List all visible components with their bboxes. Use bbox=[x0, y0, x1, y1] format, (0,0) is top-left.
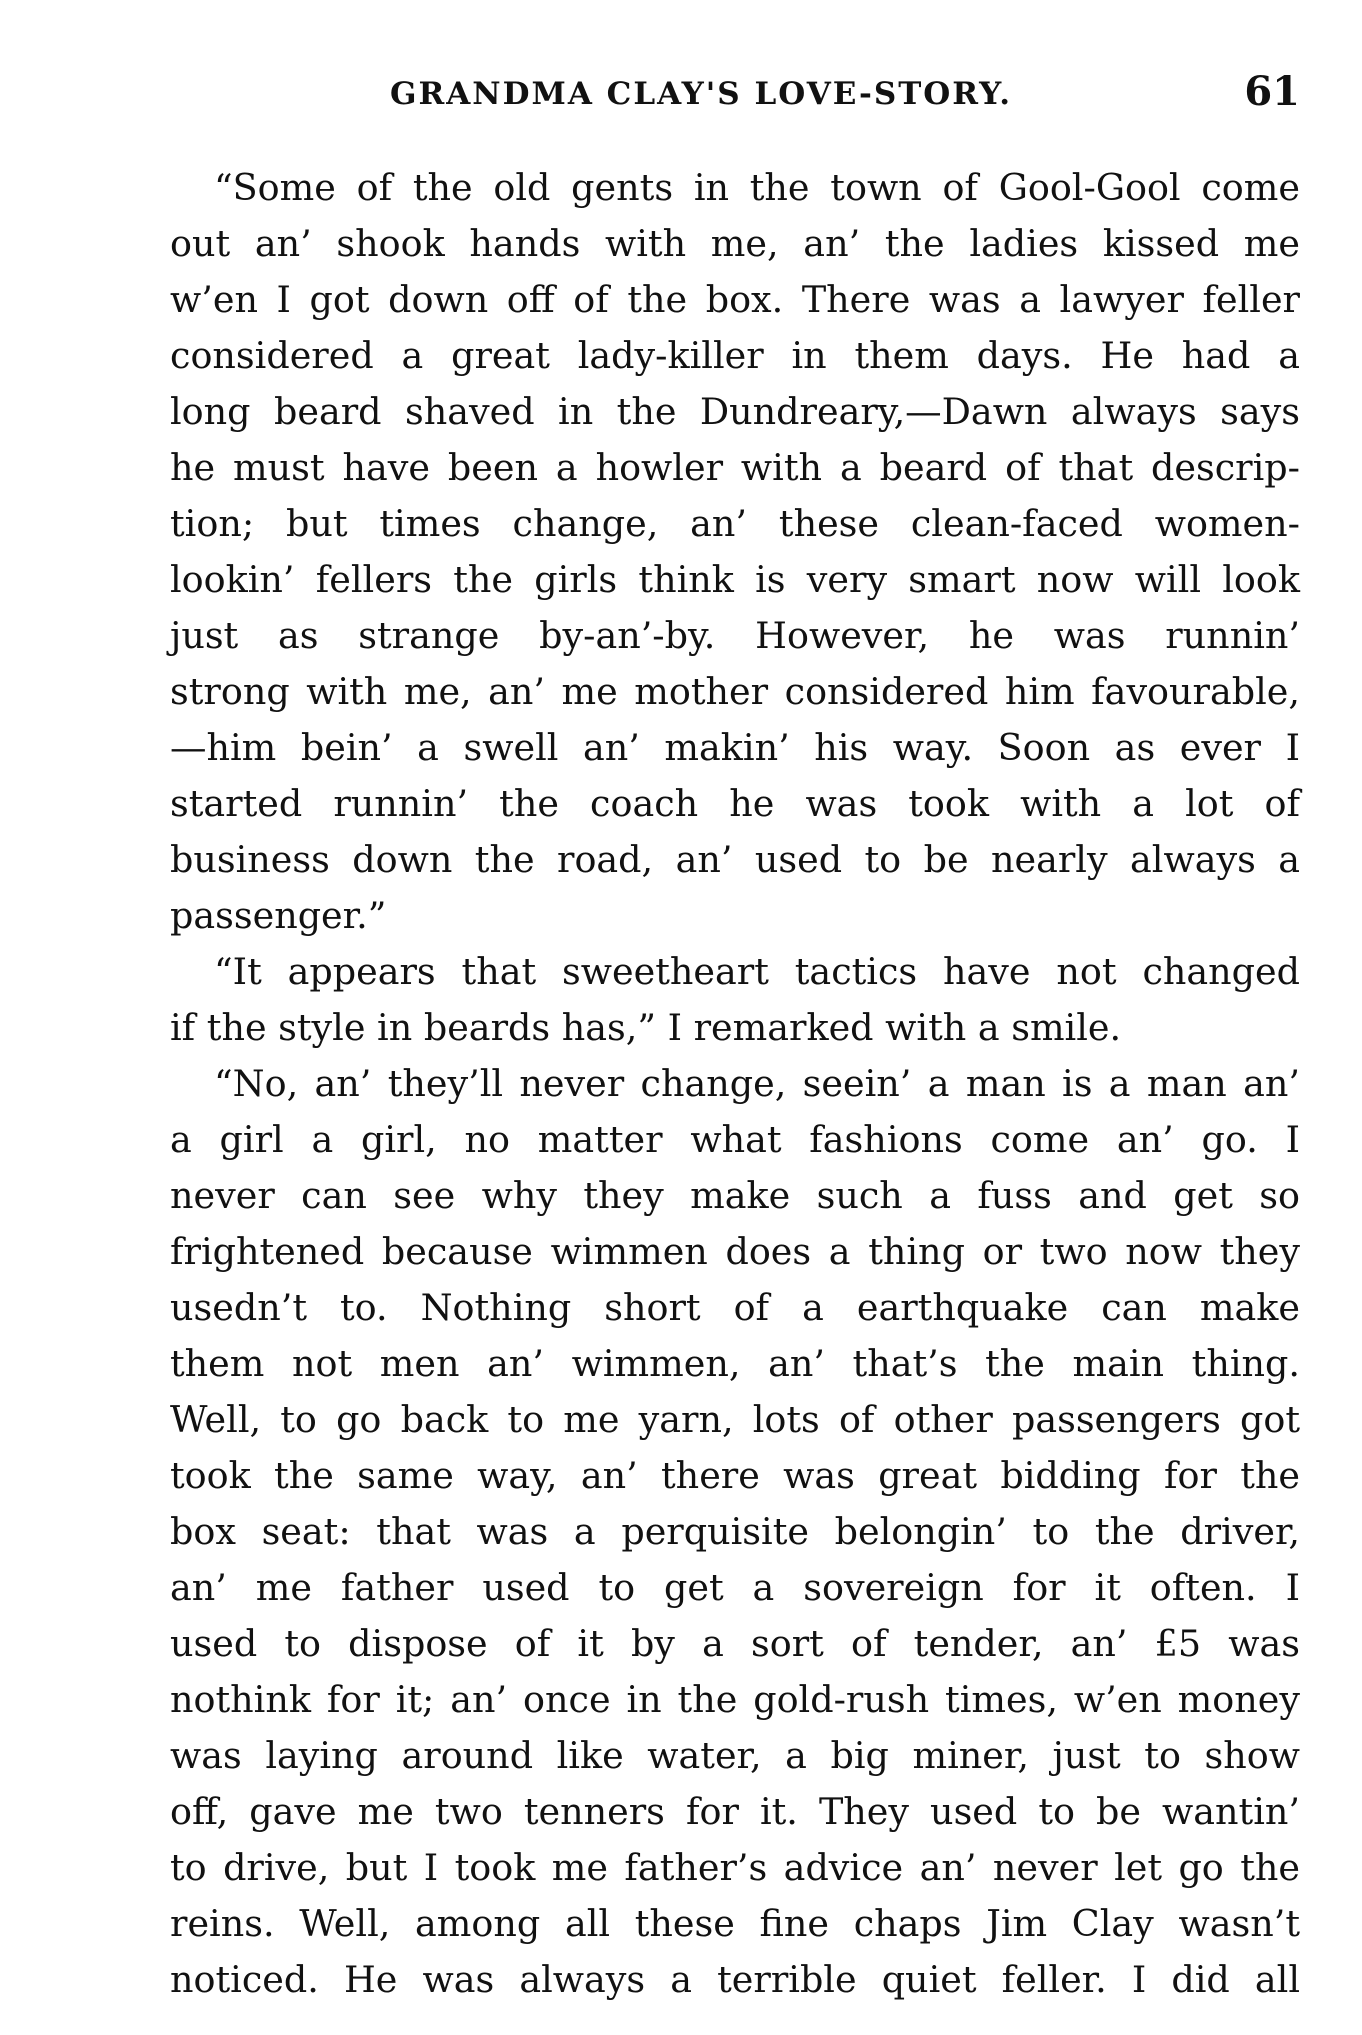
running-title: GRANDMA CLAY'S LOVE-STORY. bbox=[390, 76, 1013, 112]
text-line: strong with me, an’ me mother considered him favourable, bbox=[170, 670, 1300, 713]
text-line: started runnin’ the coach he was took with a lot of bbox=[170, 782, 1300, 825]
text-line: them not men an’ wimmen, an’ that’s the main thing. bbox=[170, 1342, 1300, 1385]
page-number: 61 bbox=[1244, 68, 1300, 115]
text-line: usedn’t to. Nothing short of a earthquake can make bbox=[170, 1286, 1300, 1329]
text-line: just as strange by-an’-by. However, he was runnin’ bbox=[170, 614, 1300, 657]
text-line: passenger.” bbox=[170, 894, 387, 937]
text-line: “No, an’ they’ll never change, seein’ a man is a man an’ bbox=[214, 1062, 1300, 1105]
text-line: reins. Well, among all these fine chaps Jim Clay wasn’t bbox=[170, 1902, 1300, 1945]
text-line: never can see why they make such a fuss and get so bbox=[170, 1174, 1300, 1217]
body-text bbox=[170, 160, 1300, 2008]
text-line: box seat: that was a perquisite belongin’ to the driver, bbox=[170, 1510, 1300, 1553]
text-line: nothink for it; an’ once in the gold-rush times, w’en money bbox=[170, 1678, 1300, 1721]
text-line: used to dispose of it by a sort of tender, an’ £5 was bbox=[170, 1622, 1300, 1665]
text-line: out an’ shook hands with me, an’ the ladies kissed me bbox=[170, 222, 1300, 265]
text-line: “It appears that sweetheart tactics have not changed bbox=[214, 950, 1300, 993]
text-line: “Some of the old gents in the town of Gool-Gool come bbox=[214, 166, 1300, 209]
text-line: was laying around like water, a big miner, just to show bbox=[170, 1734, 1300, 1777]
text-line: took the same way, an’ there was great bidding for the bbox=[170, 1454, 1300, 1497]
text-line: off, gave me two tenners for it. They used to be wantin’ bbox=[170, 1790, 1300, 1833]
text-line: a girl a girl, no matter what fashions come an’ go. I bbox=[170, 1118, 1300, 1161]
text-line: he must have been a howler with a beard of that descrip- bbox=[170, 446, 1300, 489]
text-line: —him bein’ a swell an’ makin’ his way. Soon as ever I bbox=[170, 726, 1300, 769]
text-line: if the style in beards has,” I remarked with a smile. bbox=[170, 1006, 1122, 1049]
text-line: noticed. He was always a terrible quiet feller. I did all bbox=[170, 1958, 1300, 2001]
text-line: Well, to go back to me yarn, lots of other passengers got bbox=[170, 1398, 1300, 1441]
text-line: an’ me father used to get a sovereign for it often. I bbox=[170, 1566, 1300, 1609]
text-line: frightened because wimmen does a thing or two now they bbox=[170, 1230, 1300, 1273]
text-line: lookin’ fellers the girls think is very smart now will look bbox=[170, 558, 1300, 601]
running-head bbox=[170, 68, 1300, 128]
text-line: long beard shaved in the Dundreary,—Dawn always says bbox=[170, 390, 1300, 433]
text-line: tion; but times change, an’ these clean-faced women- bbox=[170, 502, 1300, 545]
text-line: business down the road, an’ used to be nearly always a bbox=[170, 838, 1300, 881]
text-line: w’en I got down off of the box. There was a lawyer feller bbox=[170, 278, 1300, 321]
text-line: considered a great lady-killer in them days. He had a bbox=[170, 334, 1300, 377]
text-line: to drive, but I took me father’s advice an’ never let go the bbox=[170, 1846, 1300, 1889]
